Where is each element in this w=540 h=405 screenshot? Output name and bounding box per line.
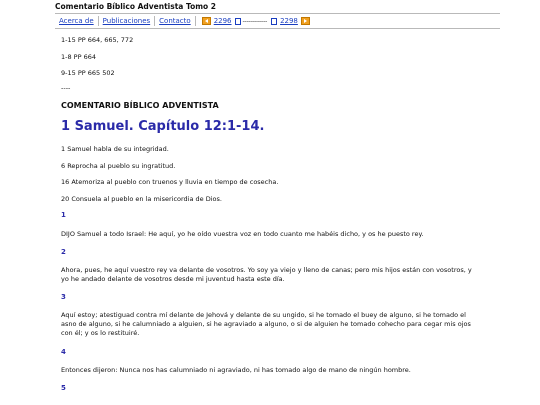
cross-reference: 1-15 PP 664, 665, 772	[61, 36, 134, 44]
verse-text: DIJO Samuel a todo Israel: He aquí, yo he oído vuestra voz en todo cuanto me habéis dicho, y os he puesto rey.	[61, 230, 424, 238]
nav-bar	[55, 13, 500, 29]
separator-text: ----	[61, 84, 71, 92]
cross-reference: 1-8 PP 664	[61, 53, 96, 61]
summary-item: 6 Reprocha al pueblo su ingratitud.	[61, 162, 176, 170]
summary-item: 16 Atemoriza al pueblo con truenos y lluvia en tiempo de cosecha.	[61, 178, 279, 186]
verse-number: 3	[61, 293, 66, 301]
header	[55, 0, 500, 29]
nav-about-link[interactable]: Acerca de	[59, 17, 94, 25]
page-ref-icon	[235, 18, 241, 25]
commentary-heading: COMENTARIO BÍBLICO ADVENTISTA	[61, 101, 219, 110]
verse-number: 2	[61, 248, 66, 256]
verse-text: Ahora, pues, he aquí vuestro rey va delante de vosotros. Yo soy ya viejo y lleno de canas; pero mis hijos están con vosotros, y yo he andado delante de vosotros desde mi juventud hasta este día.	[61, 266, 472, 283]
prev-page-icon[interactable]	[202, 17, 211, 25]
site-title: Comentario Bíblico Adventista Tomo 2	[55, 2, 217, 11]
verse-number: 5	[61, 384, 66, 392]
next-page-icon[interactable]	[301, 17, 310, 25]
cross-reference: 9-15 PP 665 502	[61, 69, 115, 77]
verse-text: Entonces dijeron: Nunca nos has calumniado ni agraviado, ni has tomado algo de mano de ningún hombre.	[61, 366, 411, 374]
page-separator: ------------	[242, 17, 268, 25]
page-navigator	[196, 17, 312, 25]
nav-publications-link[interactable]: Publicaciones	[102, 17, 151, 25]
next-page-link[interactable]: 2298	[280, 17, 298, 25]
verse-number: 1	[61, 211, 66, 219]
nav-contact-link[interactable]: Contacto	[159, 17, 191, 25]
summary-item: 1 Samuel habla de su integridad.	[61, 145, 169, 153]
verse-number: 4	[61, 348, 66, 356]
chapter-title: 1 Samuel. Capítulo 12:1-14.	[61, 119, 265, 134]
summary-item: 20 Consuela al pueblo en la misericordia de Dios.	[61, 195, 222, 203]
prev-page-link[interactable]: 2296	[213, 17, 232, 25]
verse-text: Aquí estoy; atestiguad contra mí delante de Jehová y delante de su ungido, si he tomado el buey de alguno, si he tomado el asno de alguno, si he calumniado a alguien, si he agraviado a alguno, o si de alguien he tomado cohecho para cegar mis ojos con él; y os lo restituiré.	[61, 311, 471, 337]
